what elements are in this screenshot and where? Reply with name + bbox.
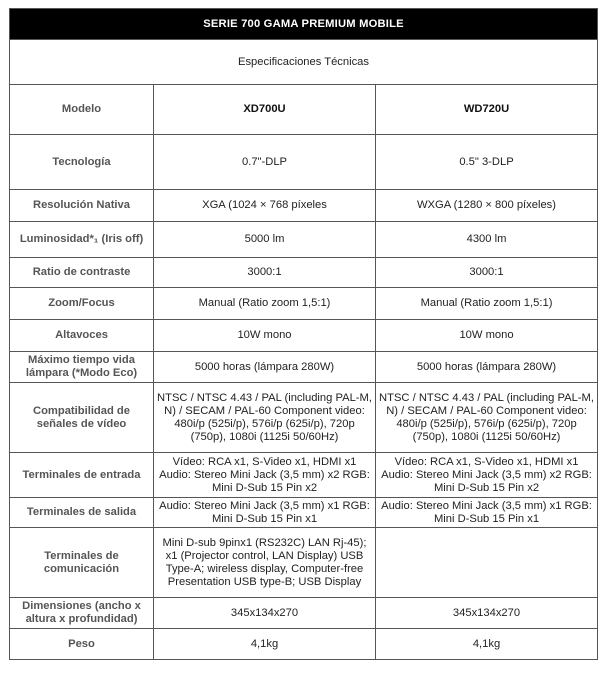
table-row [10, 288, 598, 320]
table-row [10, 135, 598, 190]
spec-sheet [9, 8, 597, 660]
row-value-col2: 4300 lm [376, 222, 598, 258]
title-row [10, 9, 598, 40]
row-label: Resolución Nativa [10, 190, 154, 222]
row-label: Altavoces [10, 320, 154, 352]
row-value-col2: Manual (Ratio zoom 1,5:1) [376, 288, 598, 320]
table-row [10, 320, 598, 352]
row-value-col1: 0.7"-DLP [154, 135, 376, 190]
row-value-col1: Manual (Ratio zoom 1,5:1) [154, 288, 376, 320]
row-value-col1: 5000 lm [154, 222, 376, 258]
table-row [10, 258, 598, 288]
row-value-col2: WXGA (1280 × 800 píxeles) [376, 190, 598, 222]
table-row [10, 453, 598, 498]
row-value-col1: 3000:1 [154, 258, 376, 288]
row-label: Máximo tiempo vida lámpara (*Modo Eco) [10, 352, 154, 383]
table-row [10, 352, 598, 383]
row-value-col2: 10W mono [376, 320, 598, 352]
row-value-col2: 4,1kg [376, 629, 598, 660]
row-label: Terminales de salida [10, 498, 154, 528]
row-value-col1: Mini D-sub 9pinx1 (RS232C) LAN Rj-45); x1 (Projector control, LAN Display) USB Type-A; wireless display, Computer-free Presentation USB type-B; USB Display [154, 528, 376, 598]
row-label: Tecnología [10, 135, 154, 190]
row-label: Luminosidad*₁ (Iris off) [10, 222, 154, 258]
row-value-col1: 5000 horas (lámpara 280W) [154, 352, 376, 383]
spec-table [9, 8, 598, 660]
row-value-col1: NTSC / NTSC 4.43 / PAL (including PAL-M, N) / SECAM / PAL-60 Component video: 480i/p (525i/p), 576i/p (625i/p), 720p (750p), 1080i (1125i 50/60Hz) [154, 383, 376, 453]
row-value-col2 [376, 528, 598, 598]
row-value-col2: 345x134x270 [376, 598, 598, 629]
row-value-col1: Vídeo: RCA x1, S-Video x1, HDMI x1 Audio: Stereo Mini Jack (3,5 mm) x2 RGB: Mini D-Sub 15 Pin x2 [154, 453, 376, 498]
row-label: Compatibilidad de señales de vídeo [10, 383, 154, 453]
model-wd720u: WD720U [376, 85, 598, 135]
row-label: Ratio de contraste [10, 258, 154, 288]
table-row [10, 598, 598, 629]
row-value-col2: 3000:1 [376, 258, 598, 288]
model-xd700u: XD700U [154, 85, 376, 135]
row-value-col2: Audio: Stereo Mini Jack (3,5 mm) x1 RGB: Mini D-Sub 15 Pin x1 [376, 498, 598, 528]
row-label: Modelo [10, 85, 154, 135]
row-label: Terminales de entrada [10, 453, 154, 498]
row-value-col1: XGA (1024 × 768 píxeles [154, 190, 376, 222]
table-row [10, 629, 598, 660]
table-row [10, 498, 598, 528]
row-value-col2: 5000 horas (lámpara 280W) [376, 352, 598, 383]
table-row [10, 383, 598, 453]
table-row [10, 85, 598, 135]
table-row [10, 528, 598, 598]
table-title: SERIE 700 GAMA PREMIUM MOBILE [10, 9, 598, 40]
row-label: Terminales de comunicación [10, 528, 154, 598]
row-value-col1: 10W mono [154, 320, 376, 352]
table-row [10, 190, 598, 222]
table-row [10, 222, 598, 258]
row-value-col1: Audio: Stereo Mini Jack (3,5 mm) x1 RGB: Mini D-Sub 15 Pin x1 [154, 498, 376, 528]
subtitle-row [10, 40, 598, 85]
row-value-col2: Vídeo: RCA x1, S-Video x1, HDMI x1 Audio: Stereo Mini Jack (3,5 mm) x2 RGB: Mini D-Sub 15 Pin x2 [376, 453, 598, 498]
row-value-col2: NTSC / NTSC 4.43 / PAL (including PAL-M, N) / SECAM / PAL-60 Component video: 480i/p (525i/p), 576i/p (625i/p), 720p (750p), 1080i (1125i 50/60Hz) [376, 383, 598, 453]
row-label: Dimensiones (ancho x altura x profundidad) [10, 598, 154, 629]
table-subtitle: Especificaciones Técnicas [10, 40, 598, 85]
row-label: Zoom/Focus [10, 288, 154, 320]
row-label: Peso [10, 629, 154, 660]
row-value-col1: 345x134x270 [154, 598, 376, 629]
row-value-col2: 0.5" 3-DLP [376, 135, 598, 190]
row-value-col1: 4,1kg [154, 629, 376, 660]
